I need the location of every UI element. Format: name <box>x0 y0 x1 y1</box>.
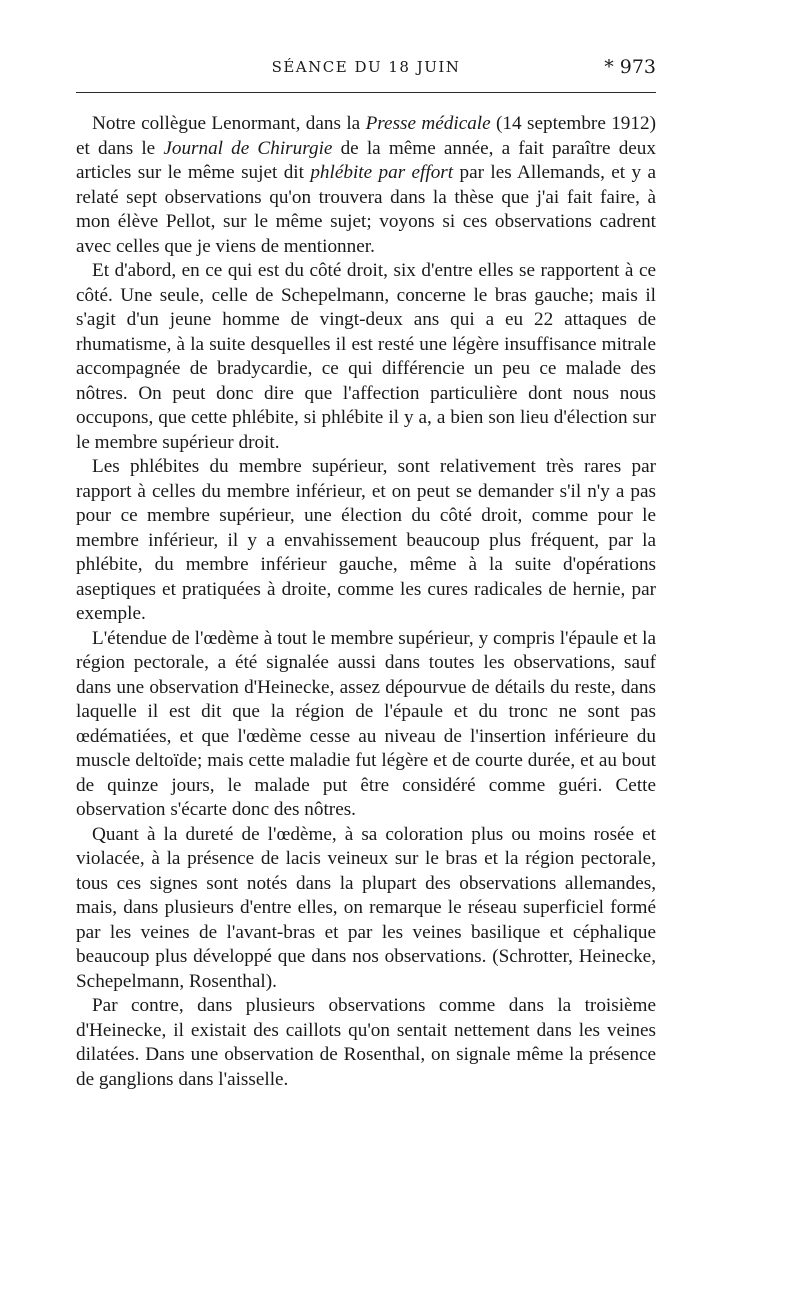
running-head <box>76 54 656 80</box>
paragraph-2: Et d'abord, en ce qui est du côté droit, six d'entre elles se rapportent à ce côté. Une seule, celle de Schepelmann, concerne le bras gauche; mais il s'agit d'un jeune homme de vingt-deux ans qui a eu 22 attaques de rhumatisme, à la suite desquelles il est resté une légère insuffisance mitrale accompagnée de bradycardie, ce qui différencie un peu ce malade des nôtres. On peut donc dire que l'affection particulière dont nous nous occupons, que cette phlébite, si phlébite il y a, a bien son lieu d'élection sur le membre supérieur droit. <box>76 260 656 453</box>
paragraph-1-text-d: par les Allemands, et y a relaté sept observations qu'on trouvera dans la thèse que j'ai fait faire, à mon élève Pellot, sur le même sujet; voyons si ces observations cadrent avec celles que je viens de mentionner. <box>76 162 656 257</box>
term-phlebite-par-effort: phlébite par effort <box>310 162 454 183</box>
running-title: SÉANCE DU 18 JUIN <box>271 58 461 76</box>
paragraph-1 <box>76 112 656 259</box>
paragraph-1-text-b: (14 septembre 1912) et dans le <box>76 113 656 159</box>
journal-title-journal-de-chirurgie: Journal de Chirurgie <box>163 137 333 159</box>
paragraph-3: Les phlébites du membre supérieur, sont relativement très rares par rapport à celles du membre inférieur, et on peut se demander s'il n'y a pas pour ce membre supérieur, une élection du côté droit, comme pour le membre inférieur, il y a envahissement beaucoup plus fréquent, par la phlébite, du membre inférieur gauche, même à la suite d'opérations aseptiques et pratiquées à droite, comme les cures radicales de hernie, par exemple. <box>76 456 656 624</box>
paragraph-5: Quant à la dureté de l'œdème, à sa coloration plus ou moins rosée et violacée, à la présence de lacis veineux sur le bras et la région pectorale, tous ces signes sont notés dans la plupart des observations allemandes, mais, dans plusieurs d'entre elles, on remarque le réseau superficiel formé par les veines de l'avant-bras et par les veines basilique et céphalique beaucoup plus développé que dans nos observations. (Schrotter, Heinecke, Schepelmann, Rosenthal). <box>76 823 656 992</box>
journal-title-presse-medicale: Presse médicale <box>365 113 491 134</box>
paragraph-1-text-a: Notre collègue Lenormant, dans la <box>92 113 366 134</box>
paragraph-4: L'étendue de l'œdème à tout le membre supérieur, y compris l'épaule et la région pectorale, a été signalée aussi dans toutes les observations, sauf dans une observation d'Heinecke, assez dépourvue de détails du reste, dans laquelle il est dit que la région de l'épaule et du tronc ne sont pas œdématiées, et que l'œdème cesse au niveau de l'insertion inférieure du muscle deltoïde; mais cette maladie fut légère et de courte durée, et au bout de quinze jours, le malade put être considéré comme guéri. Cette observation s'écarte donc des nôtres. <box>76 627 656 820</box>
page-number: * 973 <box>604 56 656 78</box>
paragraph-6: Par contre, dans plusieurs observations comme dans la troisième d'Heinecke, il existait des caillots qu'on sentait nettement dans les veines dilatées. Dans une observation de Rosenthal, on signale même la présence de ganglions dans l'aisselle. <box>76 995 656 1090</box>
paragraph-1-text-c: de la même année, a fait paraître deux articles sur le même sujet dit <box>76 137 656 183</box>
header-rule <box>76 92 656 93</box>
body-text <box>76 112 656 1092</box>
